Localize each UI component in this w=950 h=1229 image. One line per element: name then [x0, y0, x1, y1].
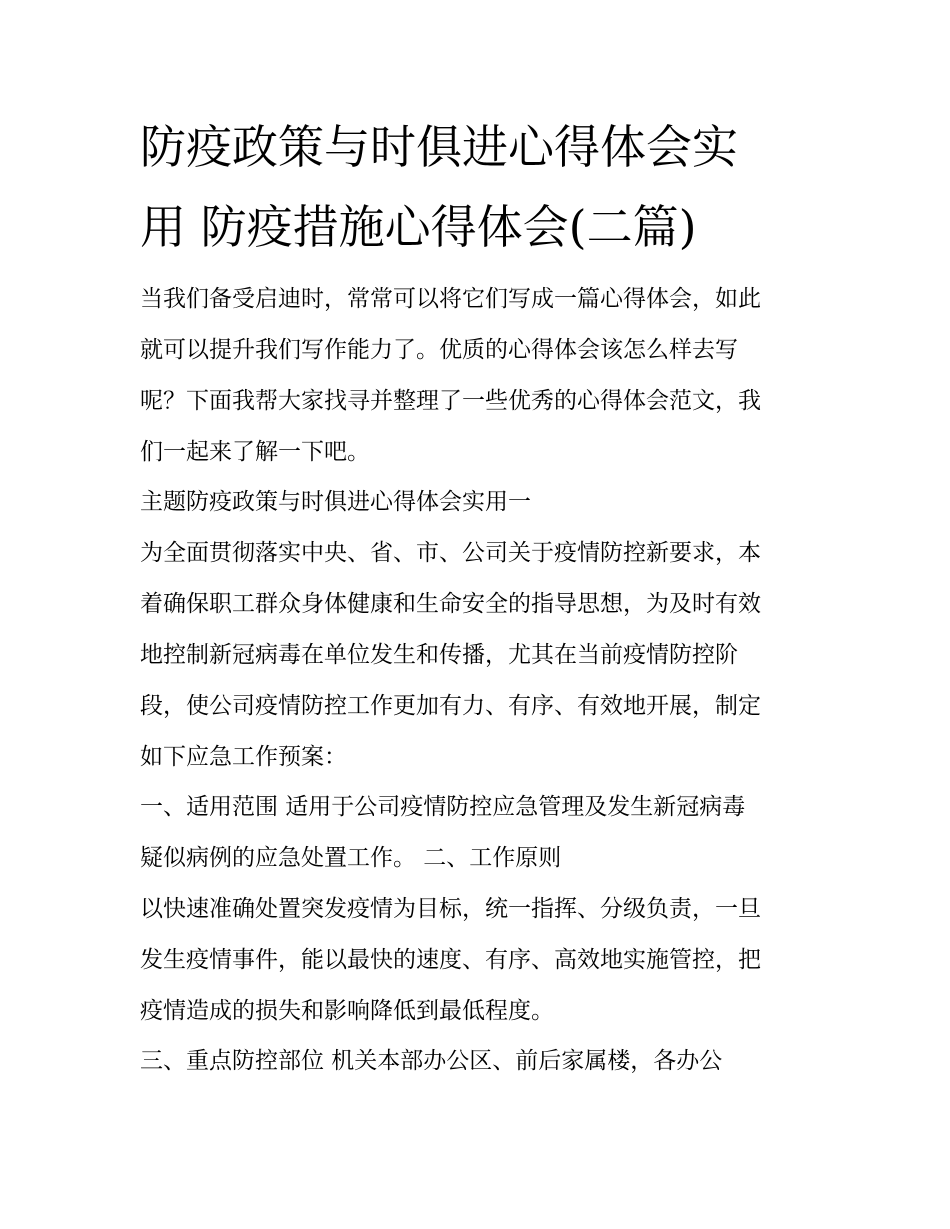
body-line-3: 呢？下面我帮大家找寻并整理了一些优秀的心得体会范文，我: [140, 388, 761, 414]
body-line-10: 如下应急工作预案：: [140, 744, 347, 770]
body-line-14: 发生疫情事件，能以最快的速度、有序、高效地实施管控，把: [140, 947, 761, 973]
body-line-7: 着确保职工群众身体健康和生命安全的指导思想，为及时有效: [140, 591, 761, 617]
body-line-11: 一、适用范围 适用于公司疫情防控应急管理及发生新冠病毒: [140, 794, 746, 820]
body-line-15: 疫情造成的损失和影响降低到最低程度。: [140, 998, 554, 1024]
title-line-2: 用 防疫措施心得体会(二篇): [140, 200, 697, 254]
body-line-4: 们一起来了解一下吧。: [140, 439, 370, 465]
body-line-9: 段，使公司疫情防控工作更加有力、有序、有效地开展，制定: [140, 693, 761, 719]
body-line-12: 疑似病例的应急处置工作。 二、工作原则: [140, 845, 562, 871]
body-line-6: 为全面贯彻落实中央、省、市、公司关于疫情防控新要求，本: [140, 540, 761, 566]
body-line-16: 三、重点防控部位 机关本部办公区、前后家属楼，各办公: [140, 1048, 723, 1074]
body-line-2: 就可以提升我们写作能力了。优质的心得体会该怎么样去写: [140, 337, 738, 363]
body-line-1: 当我们备受启迪时，常常可以将它们写成一篇心得体会，如此: [140, 286, 761, 312]
body-line-5: 主题防疫政策与时俱进心得体会实用一: [140, 489, 531, 515]
body-line-8: 地控制新冠病毒在单位发生和传播，尤其在当前疫情防控阶: [140, 642, 738, 668]
title-line-1: 防疫政策与时俱进心得体会实: [140, 120, 738, 174]
body-line-13: 以快速准确处置突发疫情为目标，统一指挥、分级负责，一旦: [140, 896, 761, 922]
